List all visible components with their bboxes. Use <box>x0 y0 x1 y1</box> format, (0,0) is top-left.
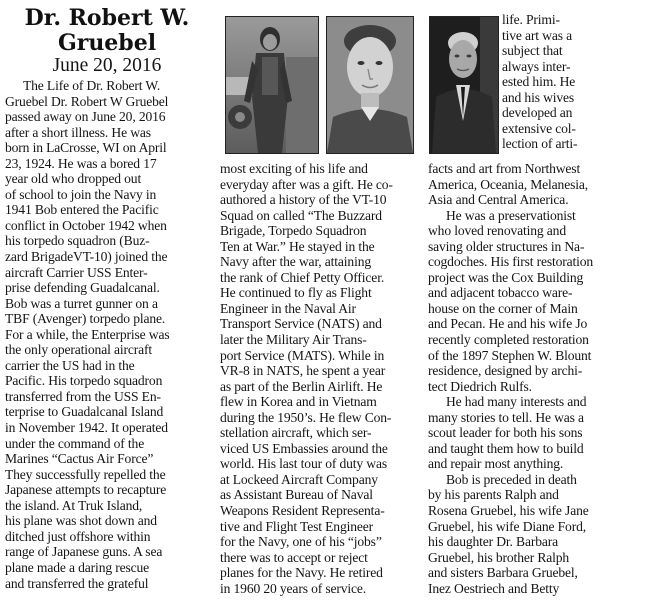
text-line: after a short illness. He was <box>5 124 151 140</box>
text-line: house on the corner of Main <box>428 300 578 316</box>
text-line: the only operational aircraft <box>5 342 153 358</box>
text-line: born in LaCrosse, WI on April <box>5 140 167 156</box>
text-line: and taught them how to build <box>428 440 584 456</box>
text-line: He was a preservationist <box>446 207 576 223</box>
text-line: residence, designed by archi- <box>428 363 583 379</box>
text-line: world. His last tour of duty was <box>220 456 387 472</box>
text-line: at Lockeed Aircraft Company <box>220 471 378 487</box>
text-line: his torpedo squadron (Buz- <box>5 233 150 249</box>
text-line: ditched just offshore within <box>5 528 151 544</box>
text-line: his plane was shot down and <box>5 513 157 529</box>
text-line: and Pecan. He and his wife Jo <box>428 316 588 332</box>
text-line: 1941 Bob entered the Pacific <box>5 202 159 218</box>
text-line: Japanese attempts to recapture <box>5 482 167 498</box>
text-line: passed away on June 20, 2016 <box>5 109 166 125</box>
text-line: Gruebel, his brother Ralph <box>428 549 570 565</box>
text-line: facts and art from Northwest <box>428 161 581 176</box>
text-line: Gruebel Dr. Robert W Gruebel <box>5 93 169 109</box>
text-line: terprise to Guadalcanal Island <box>5 404 164 420</box>
text-line: under the command of the <box>5 435 145 451</box>
text-line: Bob is preceded in death <box>446 471 577 487</box>
text-line: extensive col- <box>502 120 576 136</box>
text-line: plane made a daring rescue <box>5 559 150 575</box>
text-line: tive art was a <box>502 27 572 43</box>
text-line: there was to accept or reject <box>220 549 368 565</box>
text-line: aircraft Carrier USS Enter- <box>5 264 148 280</box>
text-line: ested him. He <box>502 74 576 90</box>
obituary-name-line1: Dr. Robert W. <box>24 5 190 31</box>
text-line: Bob was a turret gunner on a <box>5 295 158 311</box>
text-line: They successfully repelled the <box>5 466 166 482</box>
text-line: VR-8 in NATS, he spent a year <box>220 363 386 379</box>
text-line: Marines “Cactus Air Force” <box>5 451 154 467</box>
text-line: range of Japanese guns. A sea <box>5 544 163 560</box>
text-line: for the Navy, one of his “jobs” <box>220 534 382 550</box>
text-line: Ten at War.” He stayed in the <box>220 238 375 254</box>
text-line: Transport Service (NATS) and <box>220 316 382 332</box>
text-line: Asia and Central America. <box>428 192 569 208</box>
text-line: in November 1942. It operated <box>5 420 168 436</box>
text-line: of the 1897 Stephen W. Blount <box>428 347 592 363</box>
text-line: scout leader for both his sons <box>428 425 583 441</box>
text-line: in 1960 20 years of service. <box>220 580 367 596</box>
text-line: everyday after was a gift. He co- <box>220 176 393 192</box>
text-line: planes for the Navy. He retired <box>220 565 383 581</box>
text-line: lection of arti- <box>502 136 578 152</box>
text-line: of school to join the Navy in <box>5 186 157 202</box>
text-line: The Life of Dr. Robert W. <box>23 78 161 93</box>
text-line: later the Military Air Trans- <box>220 332 367 348</box>
text-line: as part of the Berlin Airlift. He <box>220 378 383 394</box>
text-line: stellation aircraft, which ser- <box>220 425 372 441</box>
elderly-man-photo <box>429 16 499 154</box>
text-line: Engineer in the Naval Air <box>220 300 356 316</box>
text-line: many stories to tell. He was a <box>428 409 584 425</box>
text-line: Pacific. His torpedo squadron <box>5 373 163 389</box>
text-line: prise defending Guadalcanal. <box>5 280 160 296</box>
text-line: Squad on called “The Buzzard <box>220 207 382 223</box>
text-line: zard BrigadeVT-10) joined the <box>5 249 168 265</box>
text-line: project was the Cox Building <box>428 269 584 285</box>
text-line: who loved renovating and <box>428 223 566 239</box>
text-line: Navy after the war, attaining <box>220 254 371 270</box>
text-line: during the 1950’s. He flew Con- <box>220 409 392 425</box>
text-line: flew in Korea and in Vietnam <box>220 394 377 410</box>
text-line: authored a history of the VT-10 <box>220 192 387 208</box>
text-line: and repair most anything. <box>428 456 564 472</box>
text-line: America, Oceania, Melanesia, <box>428 176 588 192</box>
text-line: subject that <box>502 43 563 59</box>
text-line: cogdoches. His first restoration <box>428 254 594 270</box>
text-line: He continued to fly as Flight <box>220 285 372 301</box>
text-line: by his parents Ralph and <box>428 487 559 503</box>
text-line: and transferred the grateful <box>5 575 149 591</box>
text-line: viced US Embassies around the <box>220 440 388 456</box>
text-line: and adjacent tobacco ware- <box>428 285 573 301</box>
text-line: the island. At Truk Island, <box>5 497 143 513</box>
text-line: most exciting of his life and <box>220 161 368 176</box>
text-line: year old who dropped out <box>5 171 142 187</box>
text-line: tect Diedrich Rulfs. <box>428 378 532 394</box>
obituary-column-3-top <box>502 12 642 152</box>
text-line: 23, 1924. He was a bored 17 <box>5 155 157 171</box>
text-line: always inter- <box>502 58 571 74</box>
text-line: the rank of Chief Petty Officer. <box>220 269 385 285</box>
text-line: He had many interests and <box>446 394 587 410</box>
text-line: conflict in October 1942 when <box>5 217 167 233</box>
text-line: and his wives <box>502 89 575 105</box>
text-line: Brigade, Torpedo Squadron <box>220 223 367 239</box>
text-line: Weapons Resident Representa- <box>220 503 385 519</box>
text-line: carrier the US had in the <box>5 357 135 373</box>
text-line: transferred from the USS En- <box>5 388 161 404</box>
text-line: saving older structures in Na- <box>428 238 585 254</box>
obituary-date: June 20, 2016 <box>52 55 162 76</box>
text-line: Rosena Gruebel, his wife Jane <box>428 503 589 519</box>
text-line: recently completed restoration <box>428 332 589 348</box>
text-line: TBF (Avenger) torpedo plane. <box>5 311 166 327</box>
text-line: port Service (MATS). While in <box>220 347 385 363</box>
text-line: and sisters Barbara Gruebel, <box>428 565 578 581</box>
text-line: developed an <box>502 105 573 121</box>
text-line: life. Primi- <box>502 12 560 27</box>
pilot-photo <box>225 16 319 154</box>
text-line: For a while, the Enterprise was <box>5 326 170 342</box>
obituary-column-1 <box>5 78 215 591</box>
text-line: tive and Flight Test Engineer <box>220 518 374 534</box>
text-line: his daughter Dr. Barbara <box>428 534 559 550</box>
text-line: Gruebel, his wife Diane Ford, <box>428 518 586 534</box>
boy-portrait-photo <box>326 16 414 154</box>
text-line: Inez Oestriech and Betty <box>428 580 560 596</box>
obituary-column-3 <box>428 161 643 596</box>
obituary-column-2 <box>220 161 420 596</box>
text-line: as Assistant Bureau of Naval <box>220 487 373 503</box>
obituary-name-line2: Gruebel <box>57 30 157 56</box>
